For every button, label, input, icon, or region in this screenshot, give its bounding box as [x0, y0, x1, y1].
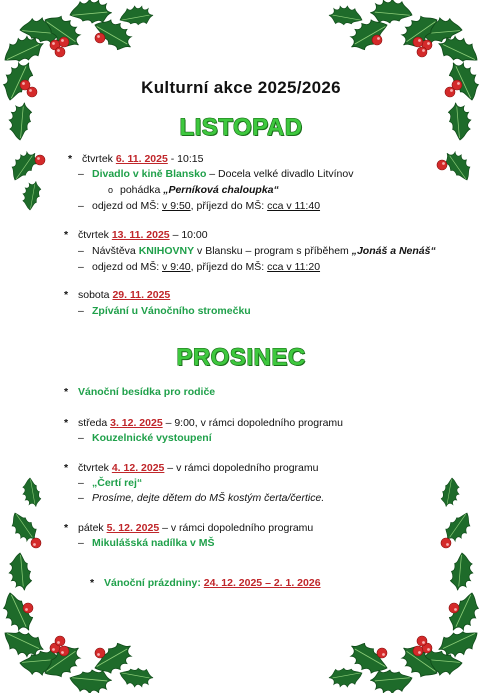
- event-prosinec-5: * Vánoční prázdniny: 24. 12. 2025 – 2. 1. 2026: [90, 577, 321, 589]
- event-listopad-3: * sobota 29. 11. 2025: [64, 289, 171, 301]
- event-prosinec-3-sub1: – „Čertí rej“: [78, 477, 143, 489]
- event-prosinec-4: * pátek 5. 12. 2025 – v rámci dopoledního programu: [64, 522, 314, 534]
- holly-bottom-right: [327, 477, 482, 693]
- event-prosinec-2-sub1: – Kouzelnické vystoupení: [78, 432, 212, 444]
- event-listopad-2-sub1: – Návštěva KNIHOVNY v Blansku – program s příběhem „Jonáš a Nenáš“: [78, 245, 436, 257]
- event-prosinec-2: * středa 3. 12. 2025 – 9:00, v rámci dopoledního programu: [64, 417, 344, 429]
- event-listopad-2-sub2: – odjezd od MŠ: v 9:40, příjezd do MŠ: cca v 11:20: [78, 261, 321, 273]
- event-listopad-1-sub3: – odjezd od MŠ: v 9:50, příjezd do MŠ: cca v 11:40: [78, 200, 321, 212]
- heading-prosinec: PROSINEC: [176, 344, 306, 371]
- heading-listopad: LISTOPAD: [179, 114, 303, 141]
- event-listopad-1: * čtvrtek 6. 11. 2025 - 10:15: [68, 153, 204, 165]
- event-listopad-3-sub1: – Zpívání u Vánočního stromečku: [78, 305, 251, 317]
- event-prosinec-4-sub1: – Mikulášská nadílka v MŠ: [78, 537, 215, 549]
- event-listopad-2: * čtvrtek 13. 11. 2025 – 10:00: [64, 229, 208, 241]
- event-prosinec-3: * čtvrtek 4. 12. 2025 – v rámci dopoledního programu: [64, 462, 319, 474]
- event-listopad-1-sub1: – Divadlo v kině Blansko – Docela velké divadlo Litvínov: [78, 168, 354, 180]
- event-listopad-1-sub2: o pohádka „Perníková chaloupka“: [108, 184, 279, 196]
- event-prosinec-1: * Vánoční besídka pro rodiče: [64, 386, 216, 398]
- page-title: Kulturní akce 2025/2026: [141, 78, 341, 97]
- event-prosinec-3-sub2: – Prosíme, dejte dětem do MŠ kostým čerta/čertice.: [78, 492, 325, 504]
